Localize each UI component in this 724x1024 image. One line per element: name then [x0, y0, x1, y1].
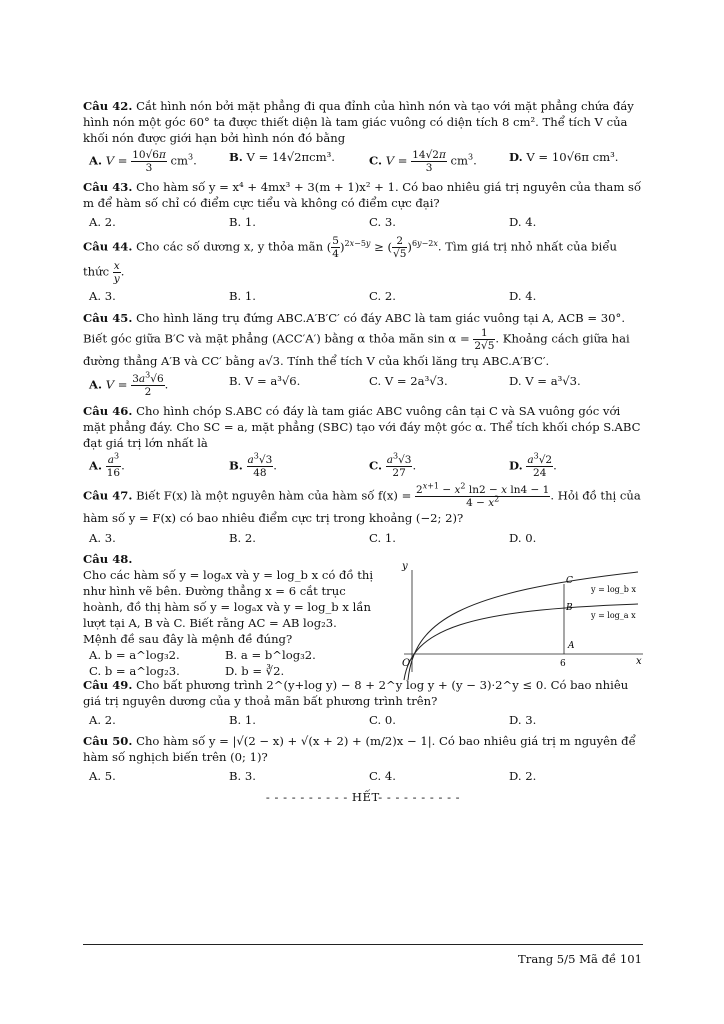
- question-45: Câu 45. Cho hình lăng trụ đứng ABC.A′B′C′ có đáy ABC là tam giác vuông tại A, ACB = 30°. Biết góc giữa B′C và mặt phẳng (ACC′A′) bằng α thỏa mãn sin α = $\frac{1}{2√5}$ . Khoảng cách giữa hai đường thẳng A′B và CC′ bằng a√3. Tính thể tích V của khối lăng trụ ABC.A′B′C′.: [83, 311, 630, 368]
- exam-page: [83, 98, 643, 805]
- option-a[interactable]: A. $\frac{a^3}{16}$ .: [89, 451, 125, 479]
- option-c[interactable]: C. 4.: [369, 769, 396, 783]
- question-text: Cắt hình nón bởi mặt phẳng đi qua đỉnh của hình nón và tạo với mặt phẳng chứa đáy hình nón một góc 60° ta được thiết diện là tam giác vuông có diện tích 8 cm². Thể tích V của khối nón được giới hạn bởi hình nón đó bằng: [83, 99, 634, 145]
- option-a[interactable]: A. b = a^log₃2.: [89, 648, 180, 662]
- option-d[interactable]: D. b = ∛2.: [225, 664, 285, 678]
- inequality: ( $\frac{5}{4}$ )$^{2x-5y}$ ≥ ( $\frac{2}{√5}$ )$^{6y-2x}$: [326, 235, 438, 260]
- x-label: x: [636, 656, 642, 667]
- question-43: Câu 43. Cho hàm số y = x⁴ + 4mx³ + 3(m + 1)x² + 1. Có bao nhiêu giá trị nguyên của tham số m để hàm số chỉ có điểm cực tiểu và không có điểm cực đại?: [83, 180, 642, 210]
- footer-divider: [83, 944, 643, 945]
- question-44: Câu 44. Cho các số dương x, y thỏa mãn ( $\frac{5}{4}$ )$^{2x-5y}$ ≥ ( $\frac{2}{√5}$ )$^{6y-2x}$. Tìm giá trị nhỏ nhất của biểu thức $\frac{x}{y}$ .: [83, 235, 617, 285]
- point-b-label: B: [566, 603, 573, 613]
- option-d[interactable]: D. 4.: [509, 289, 537, 303]
- option-d[interactable]: D. V = a³√3.: [509, 374, 581, 388]
- option-d[interactable]: D. 2.: [509, 769, 537, 783]
- option-b[interactable]: B. 1.: [229, 289, 256, 303]
- tick-6: 6: [560, 659, 566, 669]
- options-46: [83, 451, 643, 479]
- options-45: [83, 370, 643, 398]
- question-text: Cho hàm số y = x⁴ + 4mx³ + 3(m + 1)x² + 1. Có bao nhiêu giá trị nguyên của tham số m để hàm số chỉ có điểm cực tiểu và không có điểm cực đại?: [83, 180, 642, 210]
- option-d[interactable]: D. $\frac{a^3√2}{24}$ .: [509, 451, 557, 479]
- option-d[interactable]: D. V = 10√6π cm³.: [509, 150, 619, 164]
- option-b[interactable]: B. $\frac{a^3√3}{48}$ .: [229, 451, 277, 479]
- option-a[interactable]: A. 3.: [89, 289, 116, 303]
- option-b[interactable]: B. 1.: [229, 215, 256, 229]
- options-43: [83, 214, 643, 230]
- option-c[interactable]: C. b = a^log₂3.: [89, 664, 180, 678]
- y-label: y: [402, 562, 408, 572]
- option-c[interactable]: C. 0.: [369, 713, 396, 727]
- option-b[interactable]: B. 3.: [229, 769, 256, 783]
- option-c[interactable]: C. 2.: [369, 289, 396, 303]
- options-49: [83, 712, 643, 728]
- point-a-label: A: [568, 641, 575, 651]
- option-c[interactable]: C. 1.: [369, 531, 396, 545]
- option-a[interactable]: A. 2.: [89, 713, 116, 727]
- option-a[interactable]: A. 2.: [89, 215, 116, 229]
- question-49: Câu 49. Cho bất phương trình 2^(y+log y) − 8 + 2^y log y + (y − 3)·2^y ≤ 0. Có bao nhiêu giá trị nguyên dương của y thoả mãn bất phương trình trên?: [83, 678, 629, 708]
- log-graph: [398, 562, 648, 684]
- options-48-row2: [83, 663, 383, 679]
- option-b[interactable]: B. V = 14√2πcm³.: [229, 150, 335, 164]
- options-48-row1: [83, 647, 383, 663]
- option-d[interactable]: D. 4.: [509, 215, 537, 229]
- option-b[interactable]: B. V = a³√6.: [229, 374, 301, 388]
- option-a[interactable]: A. 3.: [89, 531, 116, 545]
- option-c[interactable]: C. 3.: [369, 215, 396, 229]
- option-a[interactable]: A. V = $\frac{10√6\pi}{3}$ $cm^3$.: [89, 149, 197, 174]
- question-48: Câu 48.: [83, 552, 133, 566]
- curve-a-label: y = log_a x: [591, 611, 636, 620]
- option-b[interactable]: B. 2.: [229, 531, 256, 545]
- curve-b-label: y = log_b x: [591, 585, 636, 594]
- options-42: [83, 149, 643, 174]
- option-b[interactable]: B. a = b^log₃2.: [225, 648, 316, 662]
- question-47: Câu 47. Biết F(x) là một nguyên hàm của hàm số f(x) = $\frac{2^{x+1} - x^2 \ln 2 - x \ln 4 - 1}{4 - x^2}$ . Hỏi đồ thị của hàm số y = F(x) có bao nhiêu điểm cực trị trong khoảng (−2; 2)?: [83, 481, 641, 525]
- option-d[interactable]: D. 0.: [509, 531, 537, 545]
- option-a[interactable]: A. 5.: [89, 769, 116, 783]
- option-c[interactable]: C. $\frac{a^3√3}{27}$ .: [369, 451, 417, 479]
- question-42: [83, 98, 643, 146]
- page-footer: Trang 5/5 Mã đề 101: [518, 952, 642, 966]
- options-50: [83, 768, 643, 784]
- option-a[interactable]: A. V = $\frac{3a^3√6}{2}$ .: [89, 370, 169, 398]
- point-c-label: C: [566, 576, 573, 586]
- question-label: Câu 42.: [83, 99, 133, 113]
- question-48-body: Cho các hàm số y = logₐx và y = log_b x có đồ thị như hình vẽ bên. Đường thẳng x = 6 cắt trục hoành, đồ thị hàm số y = logₐx và y = log_b x lần lượt tại A, B và C. Biết rằng AC = AB log₂3. Mệnh đề sau đây là mệnh đề đúng? A. b = a^log₃2. B. a = b^log₃2. C. b = a^log₂3. D. b = ∛2. y x O 6 A B C y = log_b x y = log_a x: [83, 567, 643, 677]
- option-c[interactable]: C. V = $\frac{14√2\pi}{3}$ $cm^3$.: [369, 149, 477, 174]
- question-46: Câu 46. Cho hình chóp S.ABC có đáy là tam giác ABC vuông cân tại C và SA vuông góc với mặt phẳng đáy. Cho SC = a, mặt phẳng (SBC) tạo với đáy một góc α. Thể tích khối chóp S.ABC đạt giá trị lớn nhất là: [83, 404, 641, 450]
- options-47: [83, 530, 643, 546]
- end-mark: - - - - - - - - - - HẾT- - - - - - - - - -: [265, 790, 461, 804]
- options-44: [83, 288, 643, 304]
- question-50: Câu 50. Cho hàm số y = |√(2 − x) + √(x + 2) + (m/2)x − 1|. Có bao nhiêu giá trị m nguyên để hàm số nghịch biến trên (0; 1)?: [83, 734, 636, 764]
- origin-label: O: [402, 658, 411, 669]
- option-c[interactable]: C. V = 2a³√3.: [369, 374, 448, 388]
- option-b[interactable]: B. 1.: [229, 713, 256, 727]
- option-d[interactable]: D. 3.: [509, 713, 537, 727]
